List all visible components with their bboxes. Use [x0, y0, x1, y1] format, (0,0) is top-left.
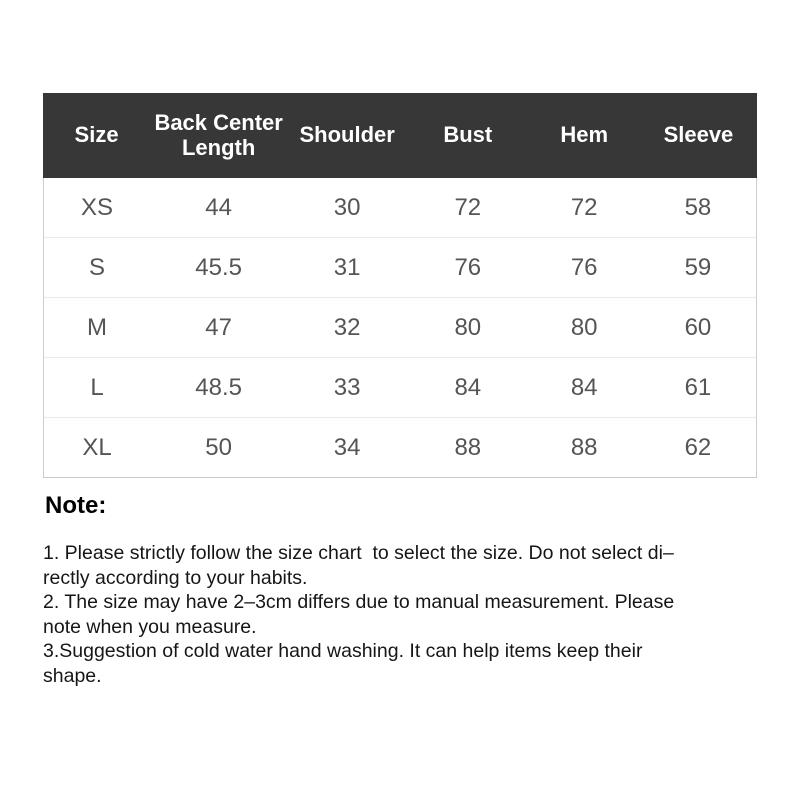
note-line: 3.Suggestion of cold water hand washing. It can help items keep their — [43, 640, 643, 663]
table-cell: 58 — [640, 178, 757, 238]
note-line: 1. Please strictly follow the size chart to select the size. Do not select di– — [43, 542, 674, 564]
table-cell: 84 — [407, 358, 528, 418]
note-line: rectly according to your habits. — [43, 566, 308, 589]
size-label: L — [43, 358, 150, 418]
size-row-xl — [43, 418, 757, 478]
table-cell: 72 — [528, 178, 639, 238]
table-cell: 45.5 — [150, 238, 287, 298]
table-cell: 62 — [640, 418, 757, 478]
table-cell: 59 — [640, 238, 757, 298]
size-row-s — [43, 238, 757, 298]
table-cell: 76 — [407, 238, 528, 298]
table-cell: 80 — [407, 298, 528, 358]
table-cell: 34 — [287, 418, 407, 478]
table-cell: 30 — [287, 178, 407, 238]
note-line: 2. The size may have 2–3cm differs due to manual measurement. Please — [43, 591, 675, 614]
size-row-l — [43, 358, 757, 418]
size-chart-table — [43, 93, 757, 478]
table-cell: 60 — [640, 298, 757, 358]
table-cell: 50 — [150, 418, 287, 478]
column-header-sleeve: Sleeve — [640, 93, 757, 178]
note-line: note when you measure. — [43, 615, 257, 638]
size-chart-header-row — [43, 93, 757, 178]
table-cell: 61 — [640, 358, 757, 418]
table-cell: 33 — [287, 358, 407, 418]
table-cell: 48.5 — [150, 358, 287, 418]
notes-block — [43, 541, 748, 689]
size-row-m — [43, 298, 757, 358]
size-row-xs — [43, 178, 757, 238]
table-cell: 76 — [528, 238, 639, 298]
column-header-size: Size — [43, 93, 150, 178]
table-cell: 88 — [528, 418, 639, 478]
table-cell: 32 — [287, 298, 407, 358]
column-header-shoulder: Shoulder — [287, 93, 407, 178]
table-cell: 88 — [407, 418, 528, 478]
note-line: shape. — [43, 664, 102, 687]
size-label: M — [43, 298, 150, 358]
size-label: S — [43, 238, 150, 298]
column-header-bust: Bust — [407, 93, 528, 178]
notes-heading: Note: — [45, 492, 107, 519]
table-cell: 44 — [150, 178, 287, 238]
table-cell: 31 — [287, 238, 407, 298]
table-cell: 80 — [528, 298, 639, 358]
column-header-hem: Hem — [528, 93, 639, 178]
table-cell: 72 — [407, 178, 528, 238]
table-cell: 47 — [150, 298, 287, 358]
size-label: XS — [43, 178, 150, 238]
size-label: XL — [43, 418, 150, 478]
table-cell: 84 — [528, 358, 639, 418]
column-header-back-center-length: Back Center Length — [150, 93, 287, 178]
